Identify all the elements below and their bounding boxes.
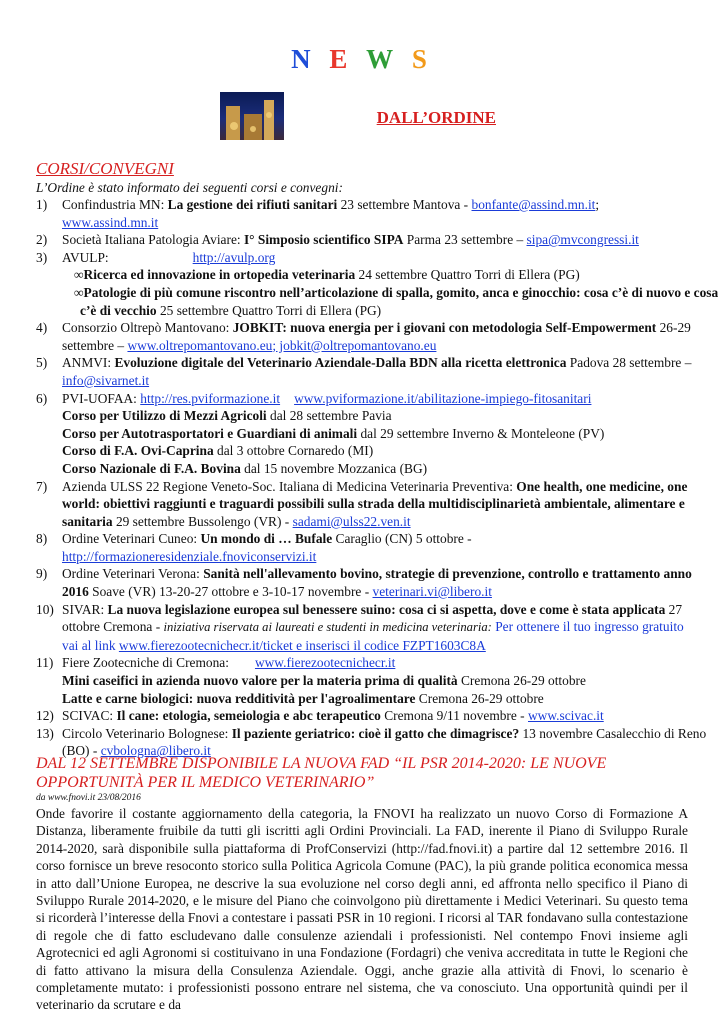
- city-night-photo: [220, 92, 284, 140]
- corsi-intro: L’Ordine è stato informato dei seguenti corsi e convegni:: [36, 180, 343, 195]
- item-number: 2): [36, 232, 48, 248]
- item-text: Padova 28 settembre –: [566, 355, 692, 371]
- email-link[interactable]: info@sivarnet.it: [62, 372, 150, 388]
- item-text: settembre –: [62, 337, 128, 353]
- item-text: Parma 23 settembre –: [403, 232, 527, 248]
- item-title: sanitaria: [62, 513, 113, 529]
- list-item: [36, 390, 696, 478]
- item-text: Soave (VR) 13-20-27 ottobre e 3-10-17 novembre -: [88, 584, 373, 600]
- item-text: dal 3 ottobre Cornaredo (MI): [213, 443, 374, 459]
- item-title: Sanità nell'allevamento bovino, strategie di prevenzione, controllo e trattamento anno: [203, 566, 692, 582]
- corsi-list: [36, 196, 719, 760]
- item-title: Evoluzione digitale del Veterinario Aziendale-Dalla BDN alla ricetta elettronica: [114, 355, 567, 371]
- item-note: vai al link: [62, 637, 119, 653]
- item-text: (BO) -: [62, 743, 101, 759]
- item-text: Azienda ULSS 22 Regione Veneto-Soc. Italiana di Medicina Veterinaria Preventiva:: [62, 478, 517, 494]
- item-text: 13 novembre Casalecchio di Reno: [519, 725, 707, 741]
- website-link[interactable]: http://formazioneresidenziale.fnoviconservizi.it: [62, 548, 317, 564]
- email-link[interactable]: sipa@mvcongressi.it: [526, 232, 639, 248]
- news-letter: W: [366, 44, 400, 74]
- item-text: Ordine Veterinari Cuneo:: [62, 531, 201, 547]
- item-text: 29 settembre Bussolengo (VR) -: [112, 513, 293, 529]
- item-text: Confindustria MN:: [62, 197, 168, 212]
- list-item: [36, 565, 696, 600]
- website-link[interactable]: http://avulp.org: [192, 249, 276, 265]
- news-letter: E: [329, 44, 354, 74]
- item-number: 10): [36, 601, 54, 617]
- section-subtitle: DALL’ORDINE: [376, 108, 496, 127]
- item-number: 5): [36, 355, 48, 371]
- item-text: SIVAR:: [62, 601, 108, 617]
- item-number: 12): [36, 708, 54, 724]
- email-link[interactable]: bonfante@assind.mn.it: [471, 197, 596, 212]
- news-letter: N: [291, 44, 317, 74]
- item-title: 2016: [62, 584, 89, 600]
- item-number: 1): [36, 197, 48, 212]
- list-item: [36, 354, 696, 389]
- corsi-heading: CORSI/CONVEGNI: [36, 159, 174, 178]
- email-link[interactable]: veterinari.vi@libero.it: [372, 584, 492, 600]
- item-text: SCIVAC:: [62, 708, 117, 724]
- item-text: PVI-UOFAA:: [62, 390, 141, 406]
- item-text: 26-29: [656, 320, 691, 336]
- list-item: [36, 249, 719, 319]
- website-link[interactable]: www.fierezootecnichecr.it: [254, 655, 396, 671]
- item-title: I° Simposio scientifico SIPA: [243, 232, 404, 248]
- website-link[interactable]: www.scivac.it: [528, 708, 604, 724]
- item-text: 25 settembre Quattro Torri di Ellera (PG): [156, 302, 382, 318]
- item-text: 23 settembre Mantova -: [337, 197, 472, 212]
- email-link[interactable]: ; jobkit@oltrepomantovano.eu: [272, 337, 437, 353]
- email-link[interactable]: cvbologna@libero.it: [100, 743, 211, 759]
- list-item: [36, 707, 696, 725]
- item-number: 13): [36, 725, 54, 741]
- item-text: Cremona 26-29 ottobre: [415, 690, 544, 706]
- item-title: world: obiettivi raggiunti e traguardi possibili sulla strada della multidisciplinarietà ambientale, alimentare e: [62, 496, 685, 512]
- item-text: dal 29 settembre Inverno & Monteleone (PV): [357, 425, 605, 441]
- list-item: [36, 654, 696, 707]
- item-number: 6): [36, 390, 48, 406]
- item-title: Corso per Autotrasportatori e Guardiani di animali: [62, 425, 358, 441]
- item-note: Per ottenere il tuo ingresso gratuito: [491, 619, 684, 635]
- item-text: Ordine Veterinari Verona:: [62, 566, 204, 582]
- item-number: 11): [36, 655, 54, 671]
- ticket-link[interactable]: www.fierezootecnichecr.it/ticket e inserisci il codice FZPT1603C8A: [118, 637, 486, 653]
- item-text: ;: [595, 197, 600, 212]
- item-text: ANMVI:: [62, 355, 115, 371]
- email-link[interactable]: sadami@ulss22.ven.it: [292, 513, 411, 529]
- list-item: [36, 196, 696, 231]
- item-title: Mini caseifici in azienda nuovo valore per la materia prima di qualità: [62, 673, 458, 689]
- item-text: Fiere Zootecniche di Cremona:: [62, 655, 229, 671]
- item-title: Latte e carne biologici: nuova redditività per l'agroalimentare: [62, 690, 416, 706]
- list-item: [36, 231, 696, 249]
- item-title: Corso Nazionale di F.A. Bovina: [62, 460, 241, 476]
- item-text: 24 settembre Quattro Torri di Ellera (PG): [355, 267, 580, 283]
- fad-source: da www.fnovi.it 23/08/2016: [36, 793, 141, 803]
- list-item: [36, 478, 696, 531]
- fad-article-body: Onde favorire il costante aggiornamento della categoria, la FNOVI ha realizzato un nuovo Corso di Formazione A Distanza, liberamente fruibile da tutti gli iscritti agli Ordini Provinciali. La FAD, inerente il Piano di Sviluppo Rurale 2014-2020, sarà disponibile sulla piattaforma di ProfConservizi (http://fad.fnovi.it) a partire dal 12 settembre 2016. Il corso fornisce un breve resoconto storico sulla Politica Agricola Comune (PAC), la più grande politica economica messa in atto dall’Unione Europea, ne descrive la sua evoluzione nel corso degli anni, ed affronta nello specifico il Piano di Sviluppo Rurale 2014-2020, e le misure del Piano che coinvolgono più direttamente i Medici Veterinari. Su questo tema si ricorderà l’interesse della Fnovi a contestare i passati PSR in 10 regioni. I ricorsi al TAR fondavano sulla contestazione di regole che di fatto escludevano dalle consulenze aziendali i professionisti. Nel contempo Fnovi insieme agli Agrotecnici ed agli Agronomi si costituivano in una Fondazione (Fordagri) che veniva accreditata in tutte le Regioni che di fatto attivano la misura della Consulenza Aziendale. Oggi, anche grazie alla attività di Fnovi, lo scenario è completamente mutato: i professionisti possono entrare nel sistema, che va conosciuto. Una opportunità quindi per il veterinario da scrutare e da: [36, 806, 688, 1013]
- item-text: Circolo Veterinario Bolognese:: [62, 725, 232, 741]
- item-text: 27: [665, 601, 683, 617]
- item-number: 7): [36, 478, 48, 494]
- fad-heading-line: DAL 12 SETTEMBRE DISPONIBILE LA NUOVA FAD “IL PSR 2014-2020: LE NUOVE: [36, 755, 607, 772]
- item-title: Il paziente geriatrico: cioè il gatto che dimagrisce?: [231, 725, 520, 741]
- item-title: La gestione dei rifiuti sanitari: [167, 197, 338, 212]
- fad-heading-line: OPPORTUNITÀ PER IL MEDICO VETERINARIO”: [36, 774, 375, 791]
- item-number: 9): [36, 566, 48, 582]
- item-title: Corso per Utilizzo di Mezzi Agricoli: [62, 408, 267, 424]
- news-letter: S: [411, 44, 433, 74]
- item-number: 4): [36, 320, 48, 336]
- item-text: dal 15 novembre Mozzanica (BG): [240, 460, 428, 476]
- item-title: Un mondo di … Bufale: [200, 531, 333, 547]
- item-number: 3): [36, 249, 48, 265]
- item-title: Il cane: etologia, semeiologia e abc terapeutico: [116, 708, 381, 724]
- item-text: ottobre Cremona -: [62, 619, 164, 635]
- item-text: Cremona 9/11 novembre -: [380, 708, 528, 724]
- item-title: c’è di vecchio: [80, 302, 157, 318]
- website-link[interactable]: http://res.pviformazione.it: [140, 390, 281, 406]
- website-link[interactable]: www.assind.mn.it: [62, 214, 159, 230]
- list-item: [36, 601, 696, 655]
- list-item: [36, 319, 696, 354]
- item-title: One health, one medicine, one: [516, 478, 688, 494]
- item-text: Società Italiana Patologia Aviare:: [62, 232, 244, 248]
- item-title: La nuova legislazione europea sul benessere suino: cosa ci si aspetta, dove e come è stata applicata: [107, 601, 666, 617]
- item-title: ∞Patologie di più comune riscontro nell’articolazione di spalla, gomito, anca e ginocchio: cosa c’è di nuovo e cosa: [74, 284, 719, 300]
- item-text: dal 28 settembre Pavia: [266, 408, 392, 424]
- item-note: iniziativa riservata ai laureati e studenti in medicina veterinaria:: [163, 620, 492, 635]
- item-title: JOBKIT: nuova energia per i giovani con metodologia Self-Empowerment: [232, 320, 657, 336]
- item-text: Cremona 26-29 ottobre: [457, 673, 586, 689]
- list-item: [36, 530, 696, 565]
- fad-heading: [36, 754, 696, 792]
- news-title: [0, 44, 724, 75]
- item-text: Caraglio (CN) 5 ottobre -: [332, 531, 472, 547]
- item-title: Corso di F.A. Ovi-Caprina: [62, 443, 214, 459]
- website-link[interactable]: www.pviformazione.it/abilitazione-impiego-fitosanitari: [294, 390, 592, 406]
- website-link[interactable]: www.oltrepomantovano.eu: [127, 337, 273, 353]
- item-title: ∞Ricerca ed innovazione in ortopedia veterinaria: [74, 267, 356, 283]
- item-text: AVULP:: [62, 249, 109, 265]
- item-text: Consorzio Oltrepò Mantovano:: [62, 320, 233, 336]
- item-number: 8): [36, 531, 48, 547]
